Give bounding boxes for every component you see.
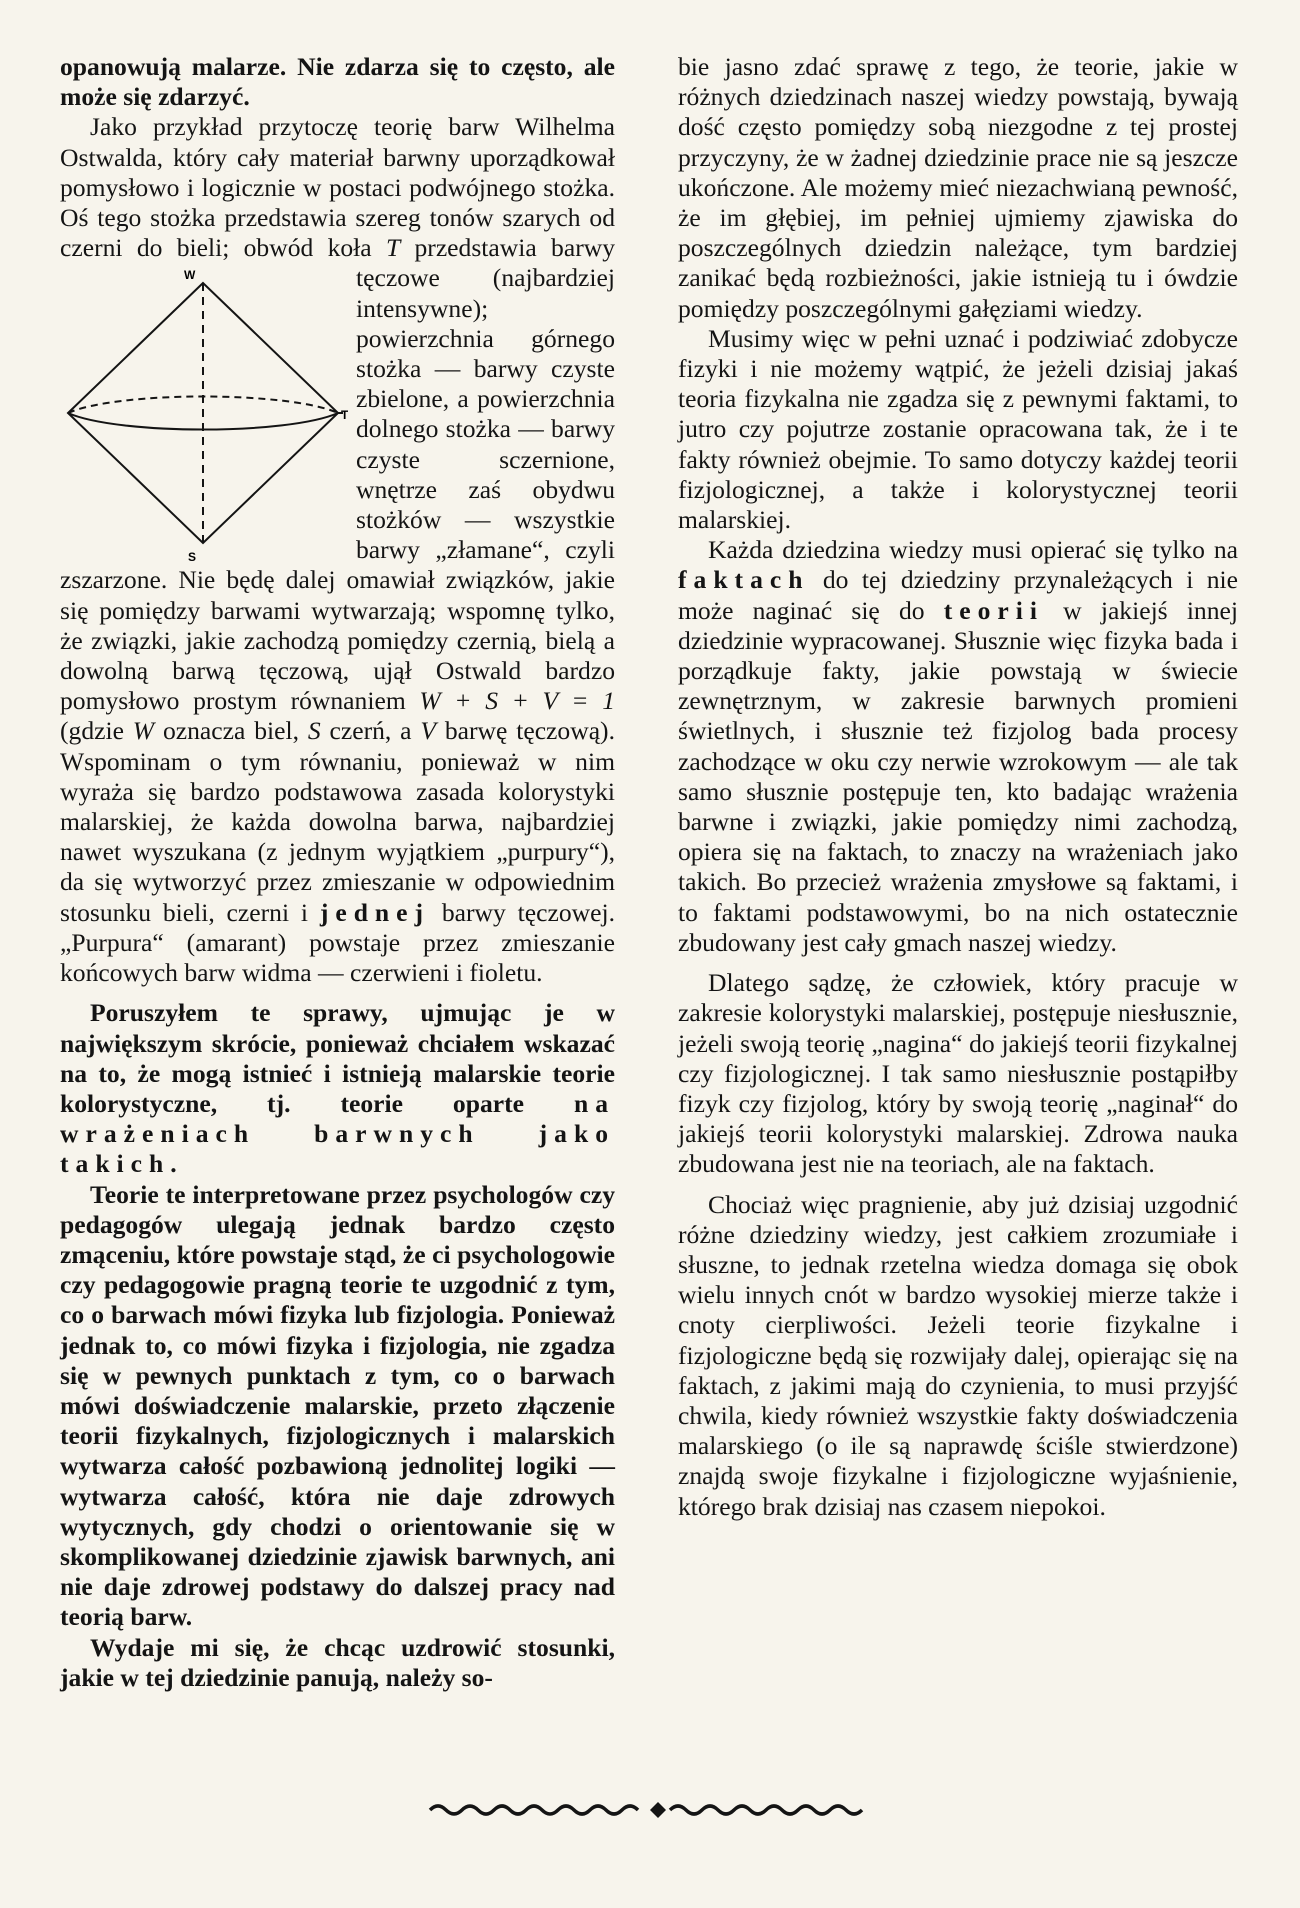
label-t: T xyxy=(341,408,348,423)
italic-term: S xyxy=(307,716,321,746)
text-run: barwę tęczową). Wspominam o tym równaniu, ponieważ w nim wyraża się bardzo podstawowa zasada kolorystyki malarskiej, że każda dowolna barwa, najbardziej nawet wyszukana (z jednym wyjątkiem „purpury“), da się wytworzyć przez zmieszanie w odpowiednim stosunku bieli, czerni i xyxy=(60,716,615,927)
text-run: . xyxy=(170,1149,177,1179)
right-column xyxy=(678,52,1238,1522)
paragraph: opanowują malarze. Nie zdarza się to często, ale może się zdarzyć. xyxy=(60,52,615,112)
spaced-emphasis: na wrażeniach barwnych jako takich xyxy=(60,1088,615,1179)
label-s: S xyxy=(188,550,197,564)
paragraph: Wydaje mi się, że chcąc uzdrowić stosunki, jakie w tej dziedzinie panują, należy so- xyxy=(60,1632,615,1692)
text-run: Jako przykład przytoczę teorię barw Wilhelma Ostwalda, który cały materiał barwny uporządkował pomysłowo i logicznie w postaci podwójnego stożka. Oś tego stożka przedstawia szereg tonów szarych od czerni do bieli; obwód koła xyxy=(60,112,615,263)
italic-term: V xyxy=(420,716,436,746)
text-run: przedstawia barwy tęczowe (najbardziej intensywne); powierzchnia górnego stożka — barwy czyste zbielone, a powierzchnia dolnego stożka — barwy czyste sczernione, wnętrze zaś obydwu stożków — wszystkie barwy „złamane“, czyli zszarzone. Nie będę dalej omawiał związków, jakie się pomiędzy barwami wytwarzają; wspomnę tylko, że związki, jakie zachodzą pomiędzy czernią, bielą a dowolną barwą tęczową, ujął Ostwald bardzo pomysłowo prostym równaniem xyxy=(60,233,615,716)
equation: W + S + V = 1 xyxy=(419,686,616,716)
italic-term: T xyxy=(385,233,401,263)
spaced-emphasis: faktach xyxy=(678,565,810,595)
paragraph: bie jasno zdać sprawę z tego, że teorie, jakie w różnych dziedzinach naszej wiedzy powstają, bywają dość często pomiędzy sobą niezgodne z tej prostej przyczyny, że w żadnej dziedzinie prace nie są jeszcze ukończone. Ale możemy mieć niezachwianą pewność, że im głębiej, im pełniej ujmiemy zjawiska do poszczególnych dziedzin należące, tym bardziej zanikać będą rozbieżności, jakie istnieją tu i ówdzie pomiędzy poszczególnymi gałęziami wiedzy. xyxy=(678,52,1238,323)
spaced-emphasis: jednej xyxy=(319,897,431,927)
paragraph: Chociaż więc pragnienie, aby już dzisiaj uzgodnić różne dziedziny wiedzy, jest całkiem zrozumiałe i słuszne, to jednak rzetelna wiedza domaga się obok wielu innych cnót w bardzo wysokiej mierze także i cnoty cierpliwości. Jeżeli teorie fizykalne i fizjologiczne będą się rozwijały dalej, opierając się na faktach, z jakimi mają do czynienia, to musi przyjść chwila, kiedy również wszystkie fakty doświadczenia malarskiego (o ile są naprawdę ściśle stwierdzone) znajdą swoje fizykalne i fizjologiczne wyjaśnienie, którego brak dzisiaj nas czasem niepokoi. xyxy=(678,1189,1238,1521)
paragraph: Teorie te interpretowane przez psychologów czy pedagogów ulegają jednak bardzo często zmąceniu, które powstaje stąd, że ci psychologowie czy pedagogowie pragną teorie te uzgodnić z tym, co o barwach mówi fizyka lub fizjologia. Ponieważ jednak to, co mówi fizyka i fizjologia, nie zgadza się w pewnych punktach z tym, co o barwach mówi doświadczenie malarskie, przeto złączenie teorii fizykalnych, fizjologicznych i malarskich wytwarza całość pozbawioną jednolitej logiki — wytwarza całość, która nie daje zdrowych wytycznych, gdy chodzi o orientowanie się w skomplikowanej dziedzinie zjawisk barwnych, ani nie daje zdrowej podstawy do dalszej pracy nad teorią barw. xyxy=(60,1179,615,1632)
left-column xyxy=(60,52,615,1693)
paragraph: Dlatego sądzę, że człowiek, który pracuje w zakresie kolorystyki malarskiej, postępuje niesłusznie, jeżeli swoją teorię „nagina“ do jakiejś teorii fizykalnej czy fizjologicznej. I tak samo niesłusznie postąpiłby fizyk czy fizjolog, który by swoją teorię „naginał“ do jakiejś teorii kolorystyki malarskiej. Zdrowa nauka zbudowana jest nie na teoriach, ale na faktach. xyxy=(678,968,1238,1179)
text-run: Każda dziedzina wiedzy musi opierać się tylko na xyxy=(708,535,1238,565)
text-run: w jakiejś innej dziedzinie wypracowanej. Słusznie więc fizyka bada i porządkuje fakty, jakie powstają w świecie zewnętrznym, w zakresie barwnych promieni świetlnych, i słusznie też fizjolog bada procesy zachodzące w oku czy nerwie wzrokowym — ale tak samo słusznie postępuje ten, kto badając wrażenia barwne i związki, jakie pomiędzy nimi zachodzą, opiera się na faktach, to znaczy na wrażeniach jako takich. Bo przecież wrażenia zmysłowe są faktami, i to faktami podstawowymi, bo na nich ostatecznie zbudowany jest cały gmach naszej wiedzy. xyxy=(678,595,1238,957)
text-run: Poruszyłem te sprawy, ujmując je w największym skrócie, ponieważ chciałem wskazać na to, że mogą istnieć i istnieją malarskie teorie kolorystyczne, tj. teorie oparte xyxy=(60,998,615,1118)
text-run: oznacza biel, xyxy=(154,716,308,746)
text-run: do tej dziedziny przynależących i nie może naginać się do xyxy=(678,565,1238,625)
ornament-divider xyxy=(425,1795,875,1825)
text-run: barwy tęczowej. „Purpura“ (amarant) powstaje przez zmieszanie końcowych barw widma — czerwieni i fioletu. xyxy=(60,897,615,988)
paragraph xyxy=(60,998,615,1179)
italic-term: W xyxy=(132,716,155,746)
text-run: (gdzie xyxy=(60,716,133,746)
paragraph xyxy=(60,112,615,988)
paragraph xyxy=(678,535,1238,958)
label-w: W xyxy=(184,268,196,283)
text-run: czerń, a xyxy=(320,716,421,746)
paragraph: Musimy więc w pełni uznać i podziwiać zdobycze fizyki i nie możemy wątpić, że jeżeli dzisiaj jakaś teoria fizykalna nie zgadza się z pewnymi faktami, to jutro czy pojutrze zostanie opracowana tak, że i te fakty również obejmie. To samo dotyczy każdej teorii fizjologicznej, a także i kolorystycznej teorii malarskiej. xyxy=(678,323,1238,535)
double-cone-figure xyxy=(58,263,348,563)
spaced-emphasis: teorii xyxy=(943,595,1044,625)
